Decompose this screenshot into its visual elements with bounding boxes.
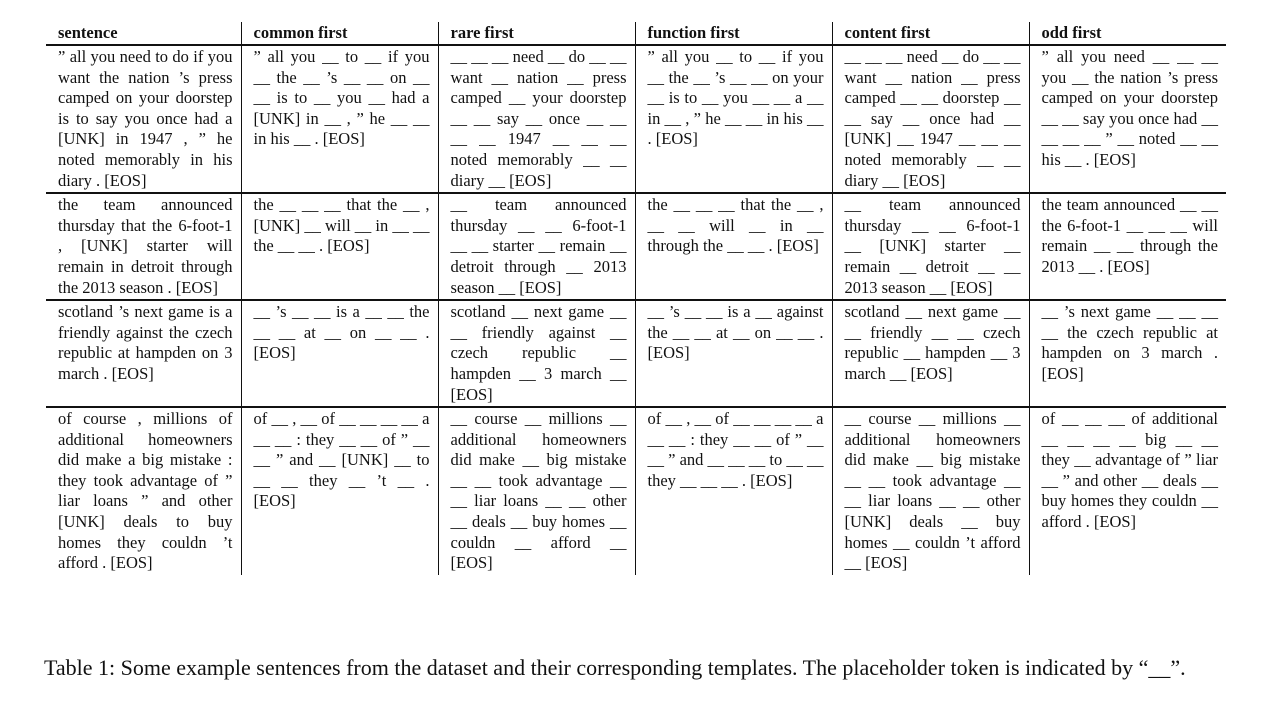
table-cell: __ course __ millions __ additional homeowners did make __ big mistake __ __ took advantage __ __ liar loans __ __ other [UNK] deals __ buy homes __ couldn ’t afford __ [EOS]: [832, 407, 1029, 575]
table-cell: scotland __ next game __ __ friendly against __ czech republic __ hampden __ 3 march __ [EOS]: [438, 300, 635, 407]
table-cell: of course , millions of additional homeowners did make a big mistake : they took advantage of ” liar loans ” and other [UNK] deals to buy homes they couldn ’t afford . [EOS]: [58, 409, 233, 573]
table-cell: scotland ’s next game is a friendly against the czech republic at hampden on 3 march . [EOS]: [46, 300, 241, 407]
header-function-first: function first: [635, 22, 832, 45]
table-cell: ” all you need to do if you want the nation ’s press camped on your doorstep is to say you once had a [UNK] in 1947 , ” he noted memorably in his diary . [EOS]: [46, 45, 241, 193]
header-sentence: sentence: [46, 22, 241, 45]
table-cell: ” all you need __ __ __ you __ the nation ’s press camped on your doorstep __ __ say you once had __ __ __ __ ” __ noted __ __ his __ . [EOS]: [1029, 45, 1226, 193]
header-row: [46, 22, 1226, 45]
table-cell: __ ’s __ __ is a __ against the __ __ at __ on __ __ . [EOS]: [635, 300, 832, 407]
table-row: [46, 407, 1226, 575]
header-content-first: content first: [832, 22, 1029, 45]
table-cell: of __ , __ of __ __ __ __ a __ __ : they __ __ of ” __ __ ” and __ __ __ to __ __ they __ __ __ . [EOS]: [635, 407, 832, 575]
table-cell: of __ , __ of __ __ __ __ a __ __ : they __ __ of ” __ __ ” and __ [UNK] __ to __ __ they __ ’t __ . [EOS]: [241, 407, 438, 575]
table-cell: __ team announced thursday __ __ 6-foot-1 __ __ starter __ remain __ detroit through __ 2013 season __ [EOS]: [438, 193, 635, 300]
table-row: [46, 300, 1226, 407]
header-odd-first: odd first: [1029, 22, 1226, 45]
table-row: [46, 45, 1226, 193]
header-rare-first: rare first: [438, 22, 635, 45]
table-cell: __ __ __ need __ do __ __ want __ nation __ press camped __ __ doorstep __ __ say __ once had __ [UNK] __ 1947 __ __ __ noted memorably __ __ diary __ [EOS]: [832, 45, 1029, 193]
table-cell: the team announced __ __ the 6-foot-1 __ __ __ will remain __ __ through the 2013 __ . [EOS]: [1029, 193, 1226, 300]
table-row: [46, 193, 1226, 300]
table-cell: ” all you __ to __ if you __ the __ ’s __ __ on your __ is to __ you __ __ a __ in __ , ” he __ __ in his __ . [EOS]: [635, 45, 832, 193]
table-cell: __ team announced thursday __ __ 6-foot-1 __ [UNK] starter __ remain __ detroit __ __ 2013 season __ [EOS]: [832, 193, 1029, 300]
table-caption: Table 1: Some example sentences from the dataset and their corresponding templates. The placeholder token is indicated by “__”.: [44, 655, 1186, 680]
table-cell: ” all you __ to __ if you __ the __ ’s __ __ on __ __ is to __ you __ had a [UNK] in __ , ” he __ __ in his __ . [EOS]: [241, 45, 438, 193]
table-cell: scotland __ next game __ __ friendly __ __ czech republic __ hampden __ 3 march __ [EOS]: [832, 300, 1029, 407]
table-cell: the team announced thursday that the 6-foot-1 , [UNK] starter will remain in detroit through the 2013 season . [EOS]: [46, 193, 241, 300]
table-cell: __ ’s __ __ is a __ __ the __ __ at __ on __ __ . [EOS]: [241, 300, 438, 407]
table-cell: the __ __ __ that the __ , __ __ will __ in __ through the __ __ . [EOS]: [635, 193, 832, 300]
header-common-first: common first: [241, 22, 438, 45]
templates-table: [46, 22, 1226, 575]
table-cell: __ ’s next game __ __ __ __ the czech republic at hampden on 3 march . [EOS]: [1029, 300, 1226, 407]
table-cell: __ __ __ need __ do __ __ want __ nation __ press camped __ your doorstep __ __ say __ once __ __ __ __ 1947 __ __ __ noted memorably __ __ diary __ [EOS]: [438, 45, 635, 193]
table-cell: of __ __ __ of additional __ __ __ __ big __ __ they __ advantage of ” liar __ ” and other __ deals __ buy homes they couldn __ afford . [EOS]: [1029, 407, 1226, 575]
table-cell: the __ __ __ that the __ , [UNK] __ will __ in __ __ the __ __ . [EOS]: [241, 193, 438, 300]
table-cell: __ course __ millions __ additional homeowners did make __ big mistake __ __ took advantage __ __ liar loans __ __ other __ deals __ buy homes __ couldn __ afford __ [EOS]: [438, 407, 635, 575]
